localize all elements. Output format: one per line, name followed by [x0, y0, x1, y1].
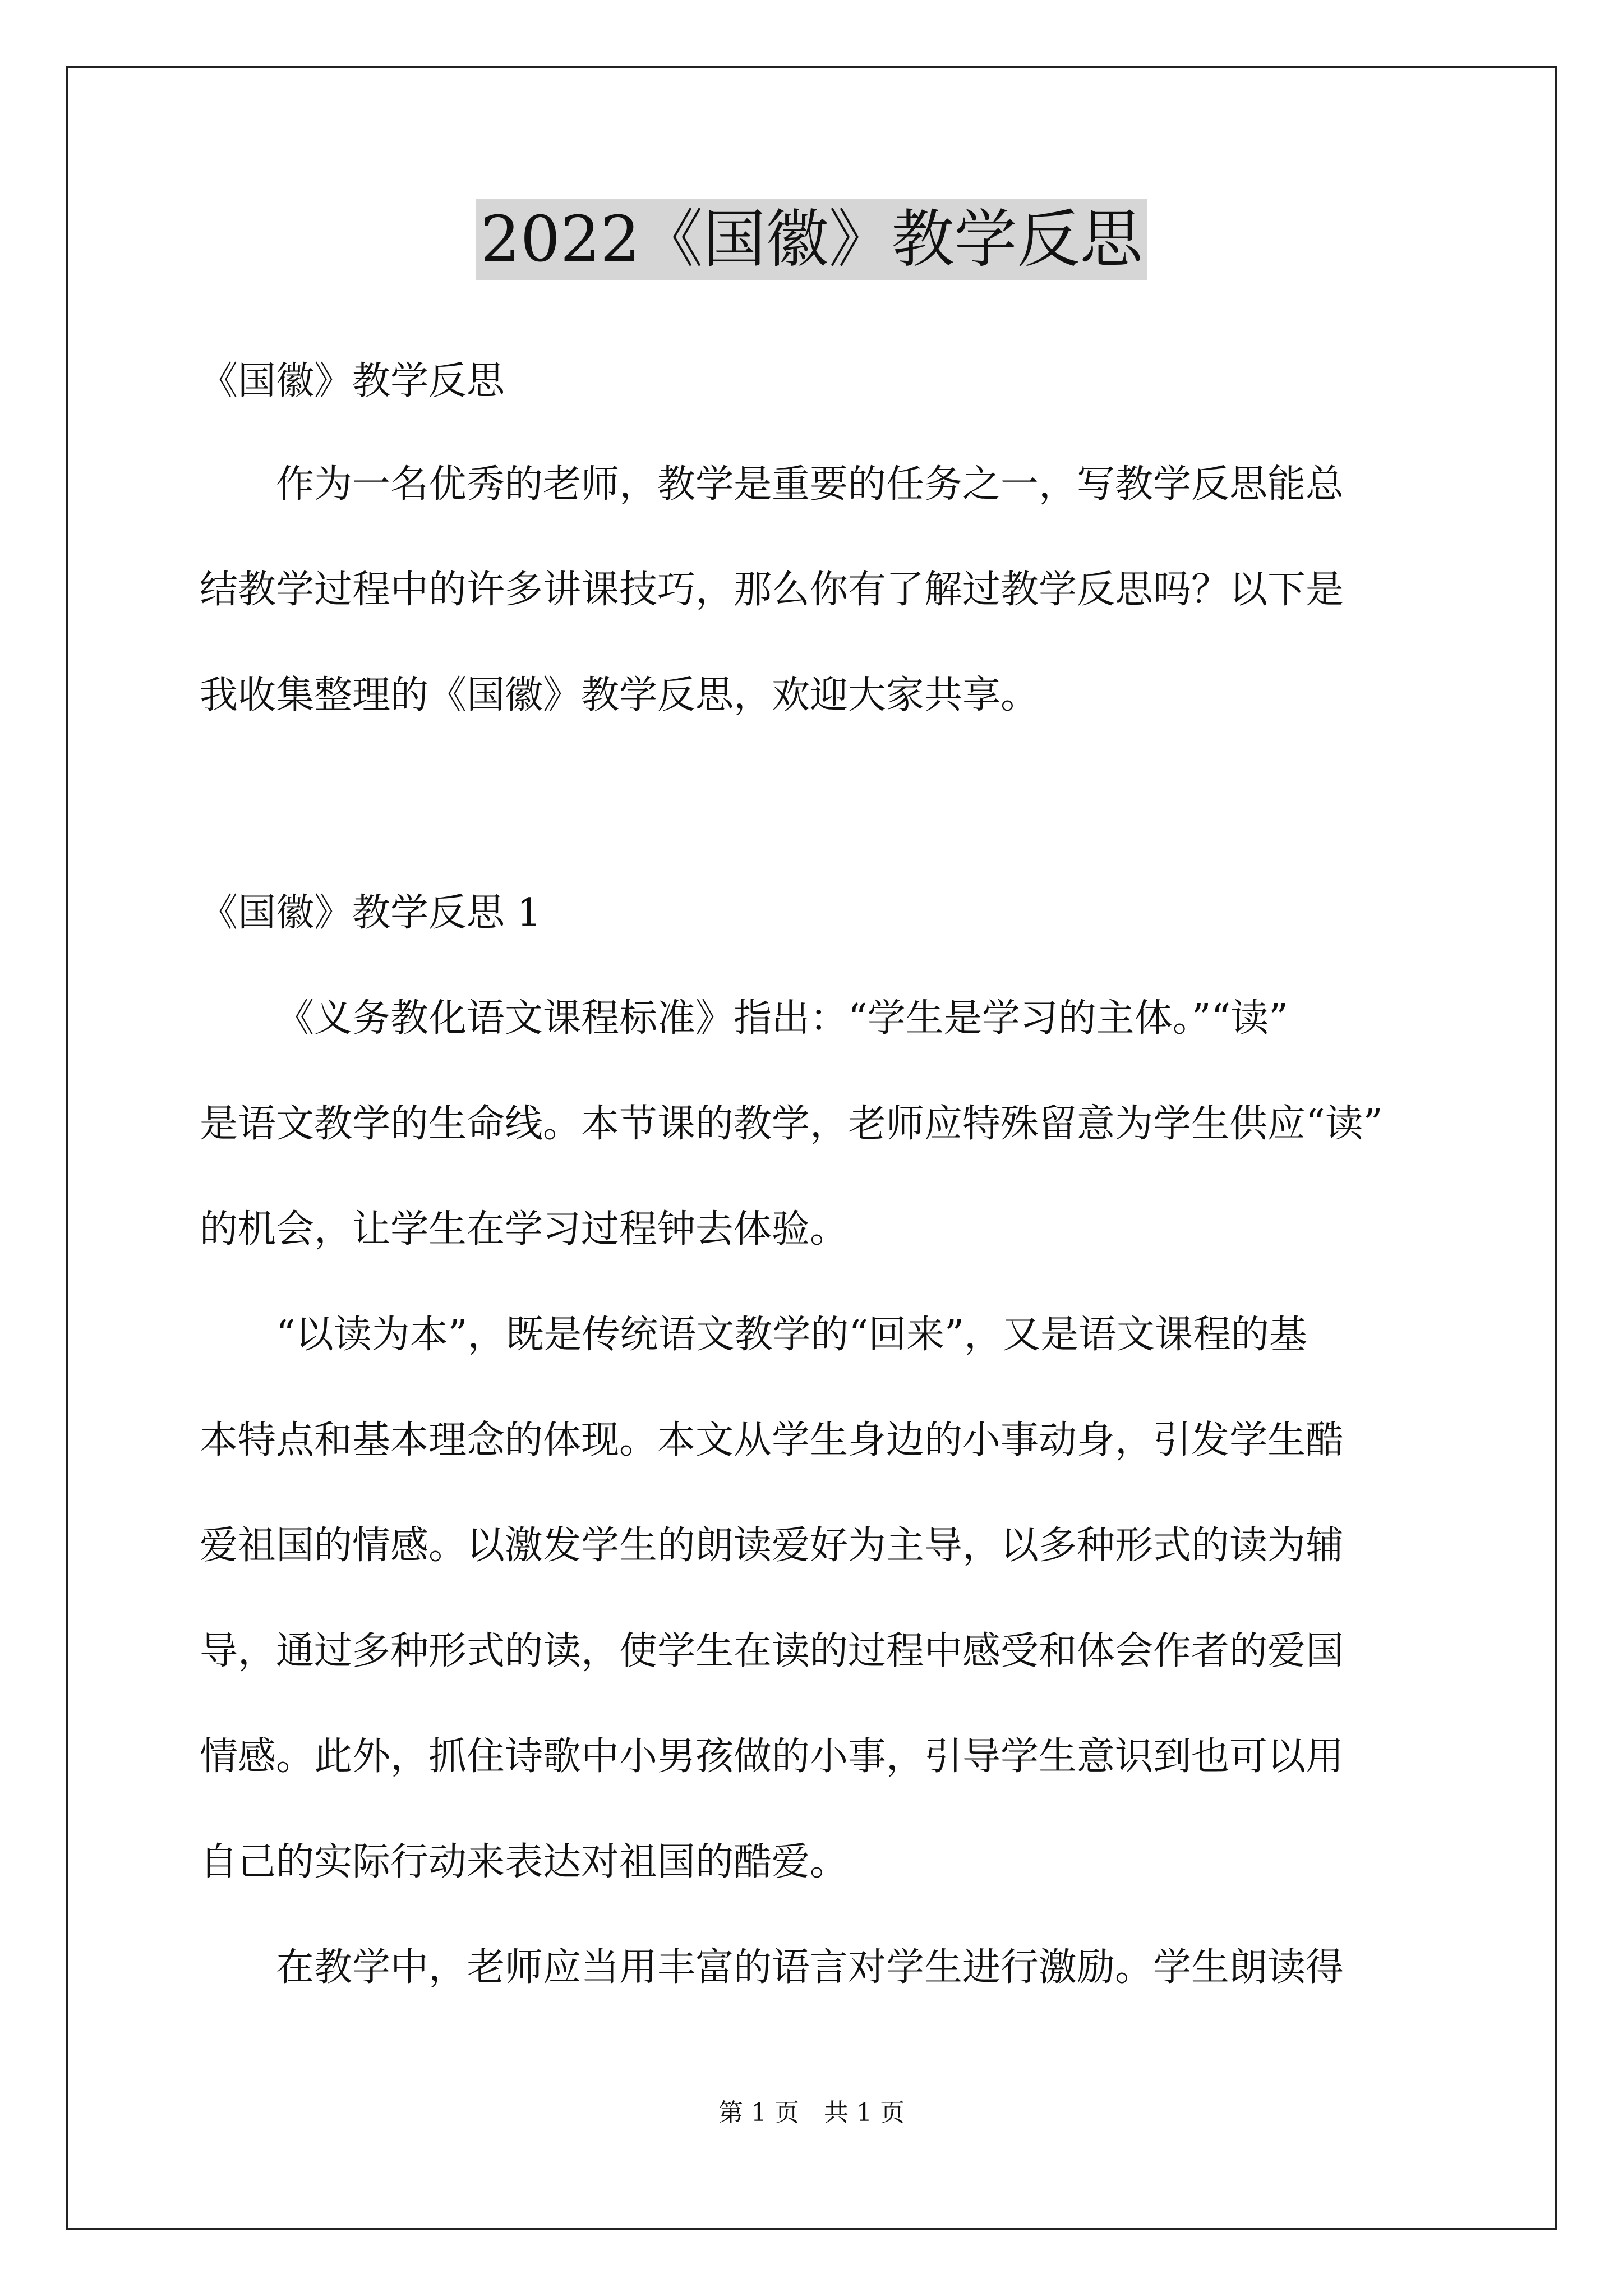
paragraph-line: 自己的实际行动来表达对祖国的酷爱。: [200, 1840, 849, 1884]
paragraph-line: 本特点和基本理念的体现。本文从学生身边的小事动身，引发学生酷: [200, 1418, 1344, 1462]
paragraph-line: 爱祖国的情感。以激发学生的朗读爱好为主导，以多种形式的读为辅: [200, 1524, 1344, 1568]
page-footer: 第 1 页 共 1 页: [718, 2099, 905, 2127]
document-title: 2022《国徽》教学反思: [476, 199, 1147, 280]
paragraph-line: 是语文教学的生命线。本节课的教学，老师应特殊留意为学生供应“读”: [200, 1102, 1383, 1146]
paragraph-line: 在教学中，老师应当用丰富的语言对学生进行激励。学生朗读得: [276, 1945, 1344, 1990]
paragraph-line: 导，通过多种形式的读，使学生在读的过程中感受和体会作者的爱国: [200, 1629, 1344, 1673]
intro-paragraph: [200, 432, 1423, 748]
document-subtitle: 《国徽》教学反思: [200, 359, 505, 403]
paragraph-line: 结教学过程中的许多讲课技巧，那么你有了解过教学反思吗？以下是: [200, 568, 1344, 612]
paragraph-line: 的机会，让学生在学习过程钟去体验。: [200, 1207, 849, 1251]
paragraph-line: 作为一名优秀的老师，教学是重要的任务之一，写教学反思能总: [276, 462, 1344, 507]
section-paragraph: [200, 966, 1423, 2021]
paragraph-line: 情感。此外，抓住诗歌中小男孩做的小事，引导学生意识到也可以用: [200, 1734, 1344, 1779]
title-container: [0, 199, 1623, 280]
section-heading: 《国徽》教学反思 1: [200, 891, 541, 935]
paragraph-line: 我收集整理的《国徽》教学反思，欢迎大家共享。: [200, 673, 1039, 717]
paragraph-line: “以读为本”，既是传统语文教学的“回来”，又是语文课程的基: [276, 1313, 1308, 1357]
paragraph-line: 《义务教化语文课程标准》指出：“学生是学习的主体。”“读”: [276, 996, 1289, 1041]
